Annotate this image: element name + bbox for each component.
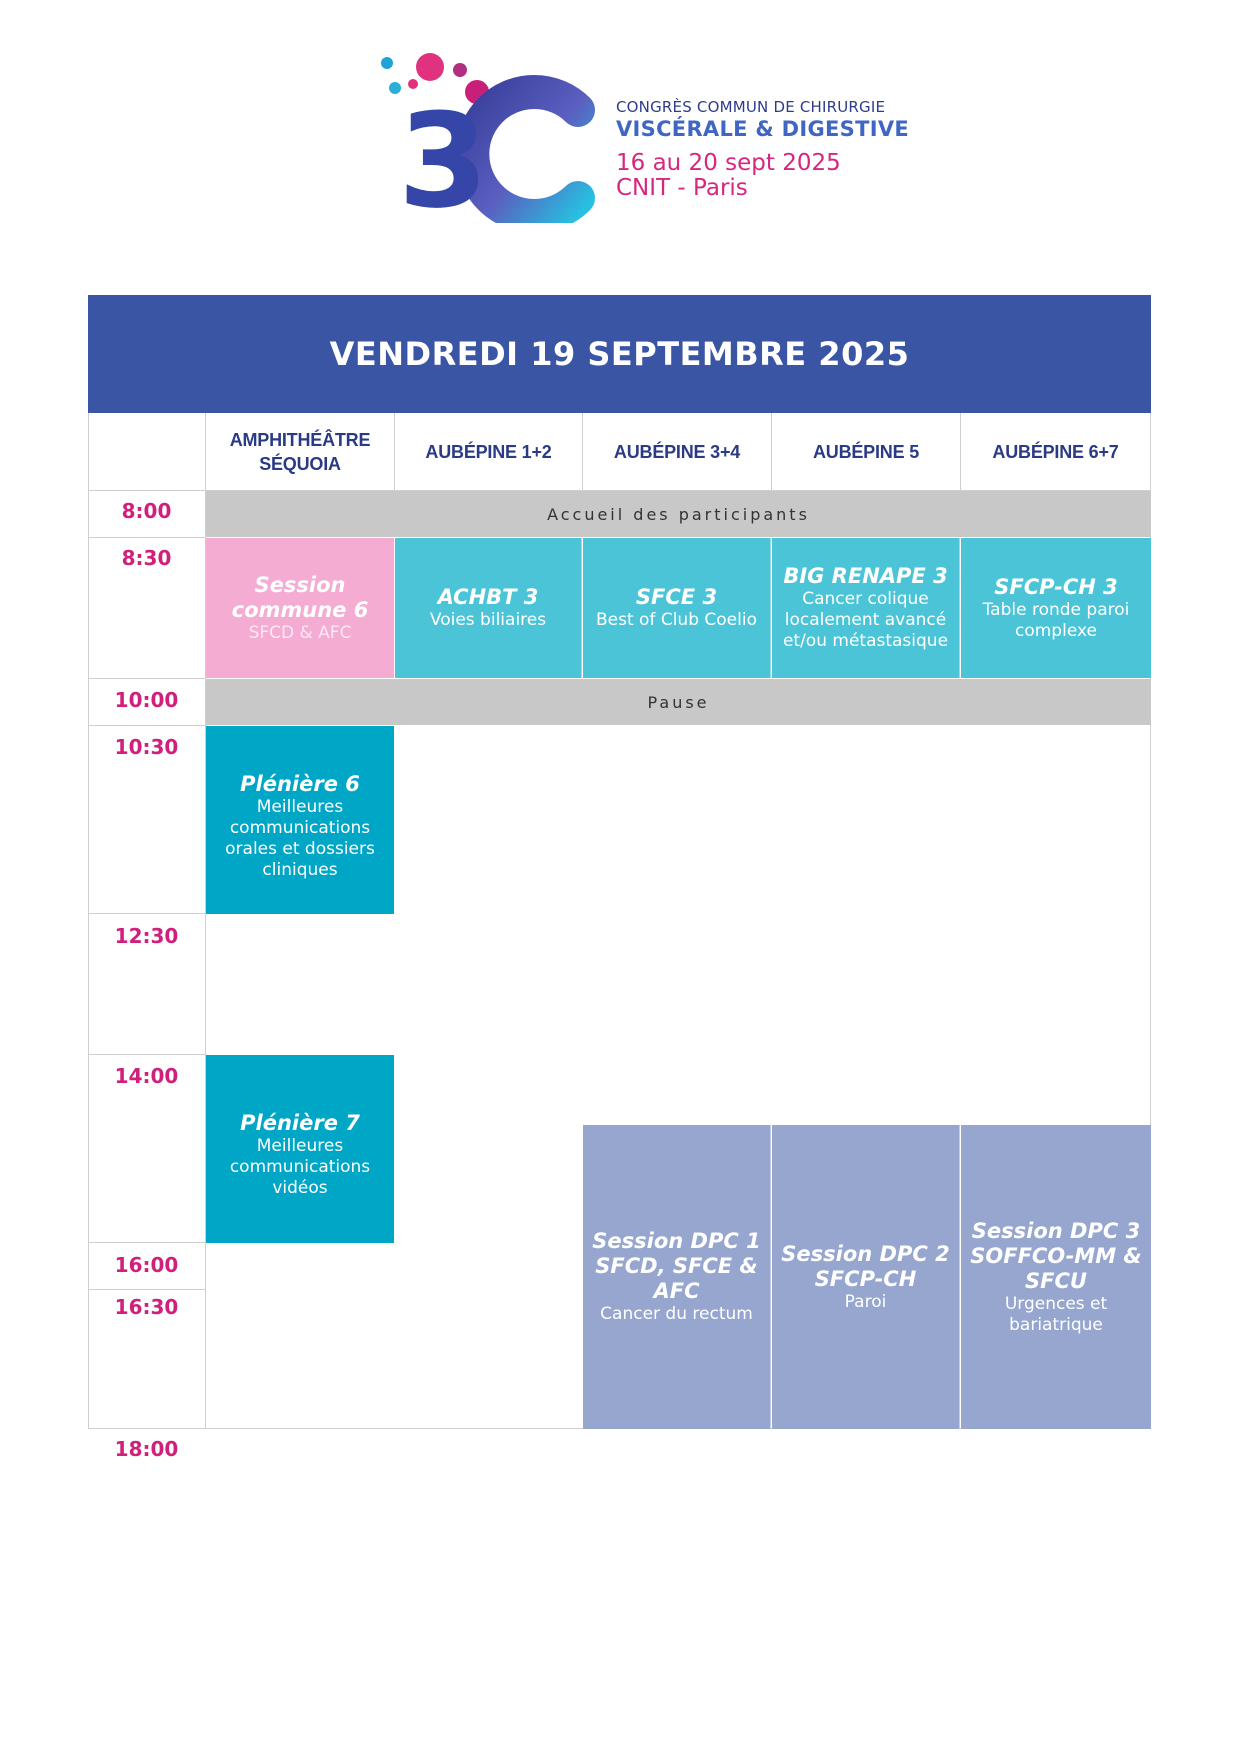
room-aubepine-1-2: AUBÉPINE 1+2 xyxy=(425,441,552,462)
session-pleniere-7[interactable] xyxy=(206,1055,394,1243)
pause-bar: Pause xyxy=(206,679,1151,725)
session-title: SFCP-CH 3 xyxy=(994,574,1118,599)
session-title: ACHBT 3 xyxy=(437,585,539,609)
session-title: Plénière 7 xyxy=(240,1111,360,1135)
welcome-bar: Accueil des participants xyxy=(206,491,1151,537)
session-title: BIG RENAPE 3 xyxy=(783,564,948,588)
session-pleniere-6[interactable] xyxy=(206,726,394,914)
time-label: 8:00 xyxy=(121,499,172,523)
svg-text:3: 3 xyxy=(398,85,489,223)
time-label: 16:30 xyxy=(114,1295,179,1319)
session-achbt-3[interactable] xyxy=(395,538,582,678)
session-dpc-2[interactable] xyxy=(772,1125,960,1429)
session-title: Plénière 6 xyxy=(240,772,360,796)
session-big-renape-3[interactable] xyxy=(772,538,960,678)
session-title: Session DPC 2 SFCP-CH xyxy=(781,1241,950,1291)
session-subtitle: Cancer colique localement avancé et/ou métastasique xyxy=(782,589,949,651)
session-subtitle: Best of Club Coelio xyxy=(596,610,757,630)
congress-venue: CNIT - Paris xyxy=(616,175,748,201)
session-subtitle: Urgences et bariatrique xyxy=(1004,1293,1108,1335)
time-label: 16:00 xyxy=(114,1253,179,1277)
session-title: SFCE 3 xyxy=(635,585,718,609)
room-aubepine-5: AUBÉPINE 5 xyxy=(812,441,920,462)
session-subtitle: Paroi xyxy=(844,1291,887,1312)
day-title: VENDREDI 19 SEPTEMBRE 2025 xyxy=(88,295,1151,413)
session-subtitle: Meilleures communications vidéos xyxy=(229,1136,371,1198)
time-label: 18:00 xyxy=(114,1437,179,1461)
time-label: 8:30 xyxy=(121,546,172,570)
session-subtitle: Voies biliaires xyxy=(429,610,547,630)
session-commune-6[interactable] xyxy=(206,538,394,678)
congress-name: CONGRÈS COMMUN DE CHIRURGIE xyxy=(616,98,886,116)
congress-dates: 16 au 20 sept 2025 xyxy=(616,150,841,176)
3c-logo-icon xyxy=(378,48,598,223)
time-label: 10:30 xyxy=(114,735,179,759)
room-aubepine-3-4: AUBÉPINE 3+4 xyxy=(613,441,741,462)
session-sfce-3[interactable] xyxy=(583,538,771,678)
time-label: 10:00 xyxy=(114,688,179,712)
session-subtitle: SFCD & AFC xyxy=(248,622,352,643)
session-subtitle: Cancer du rectum xyxy=(600,1304,753,1324)
session-sfcp-ch-3[interactable] xyxy=(961,538,1151,678)
session-subtitle: Table ronde paroi complexe xyxy=(982,599,1130,641)
room-aubepine-6-7: AUBÉPINE 6+7 xyxy=(992,441,1119,462)
room-amphitheatre-sequoia: AMPHITHÉÂTRE SÉQUOIA xyxy=(229,429,371,474)
schedule-grid xyxy=(88,295,1151,1461)
session-dpc-3[interactable] xyxy=(961,1125,1151,1429)
session-dpc-1[interactable] xyxy=(583,1125,771,1429)
session-subtitle: Meilleures communications orales et dossiers cliniques xyxy=(225,797,375,880)
session-title: Session DPC 1 SFCD, SFCE & AFC xyxy=(592,1229,761,1303)
session-title: Session commune 6 xyxy=(231,572,369,622)
time-label: 14:00 xyxy=(114,1064,179,1088)
session-title: Session DPC 3 SOFFCO-MM & SFCU xyxy=(970,1218,1142,1293)
time-label: 12:30 xyxy=(114,924,179,948)
congress-subtitle: VISCÉRALE & DIGESTIVE xyxy=(616,117,910,141)
